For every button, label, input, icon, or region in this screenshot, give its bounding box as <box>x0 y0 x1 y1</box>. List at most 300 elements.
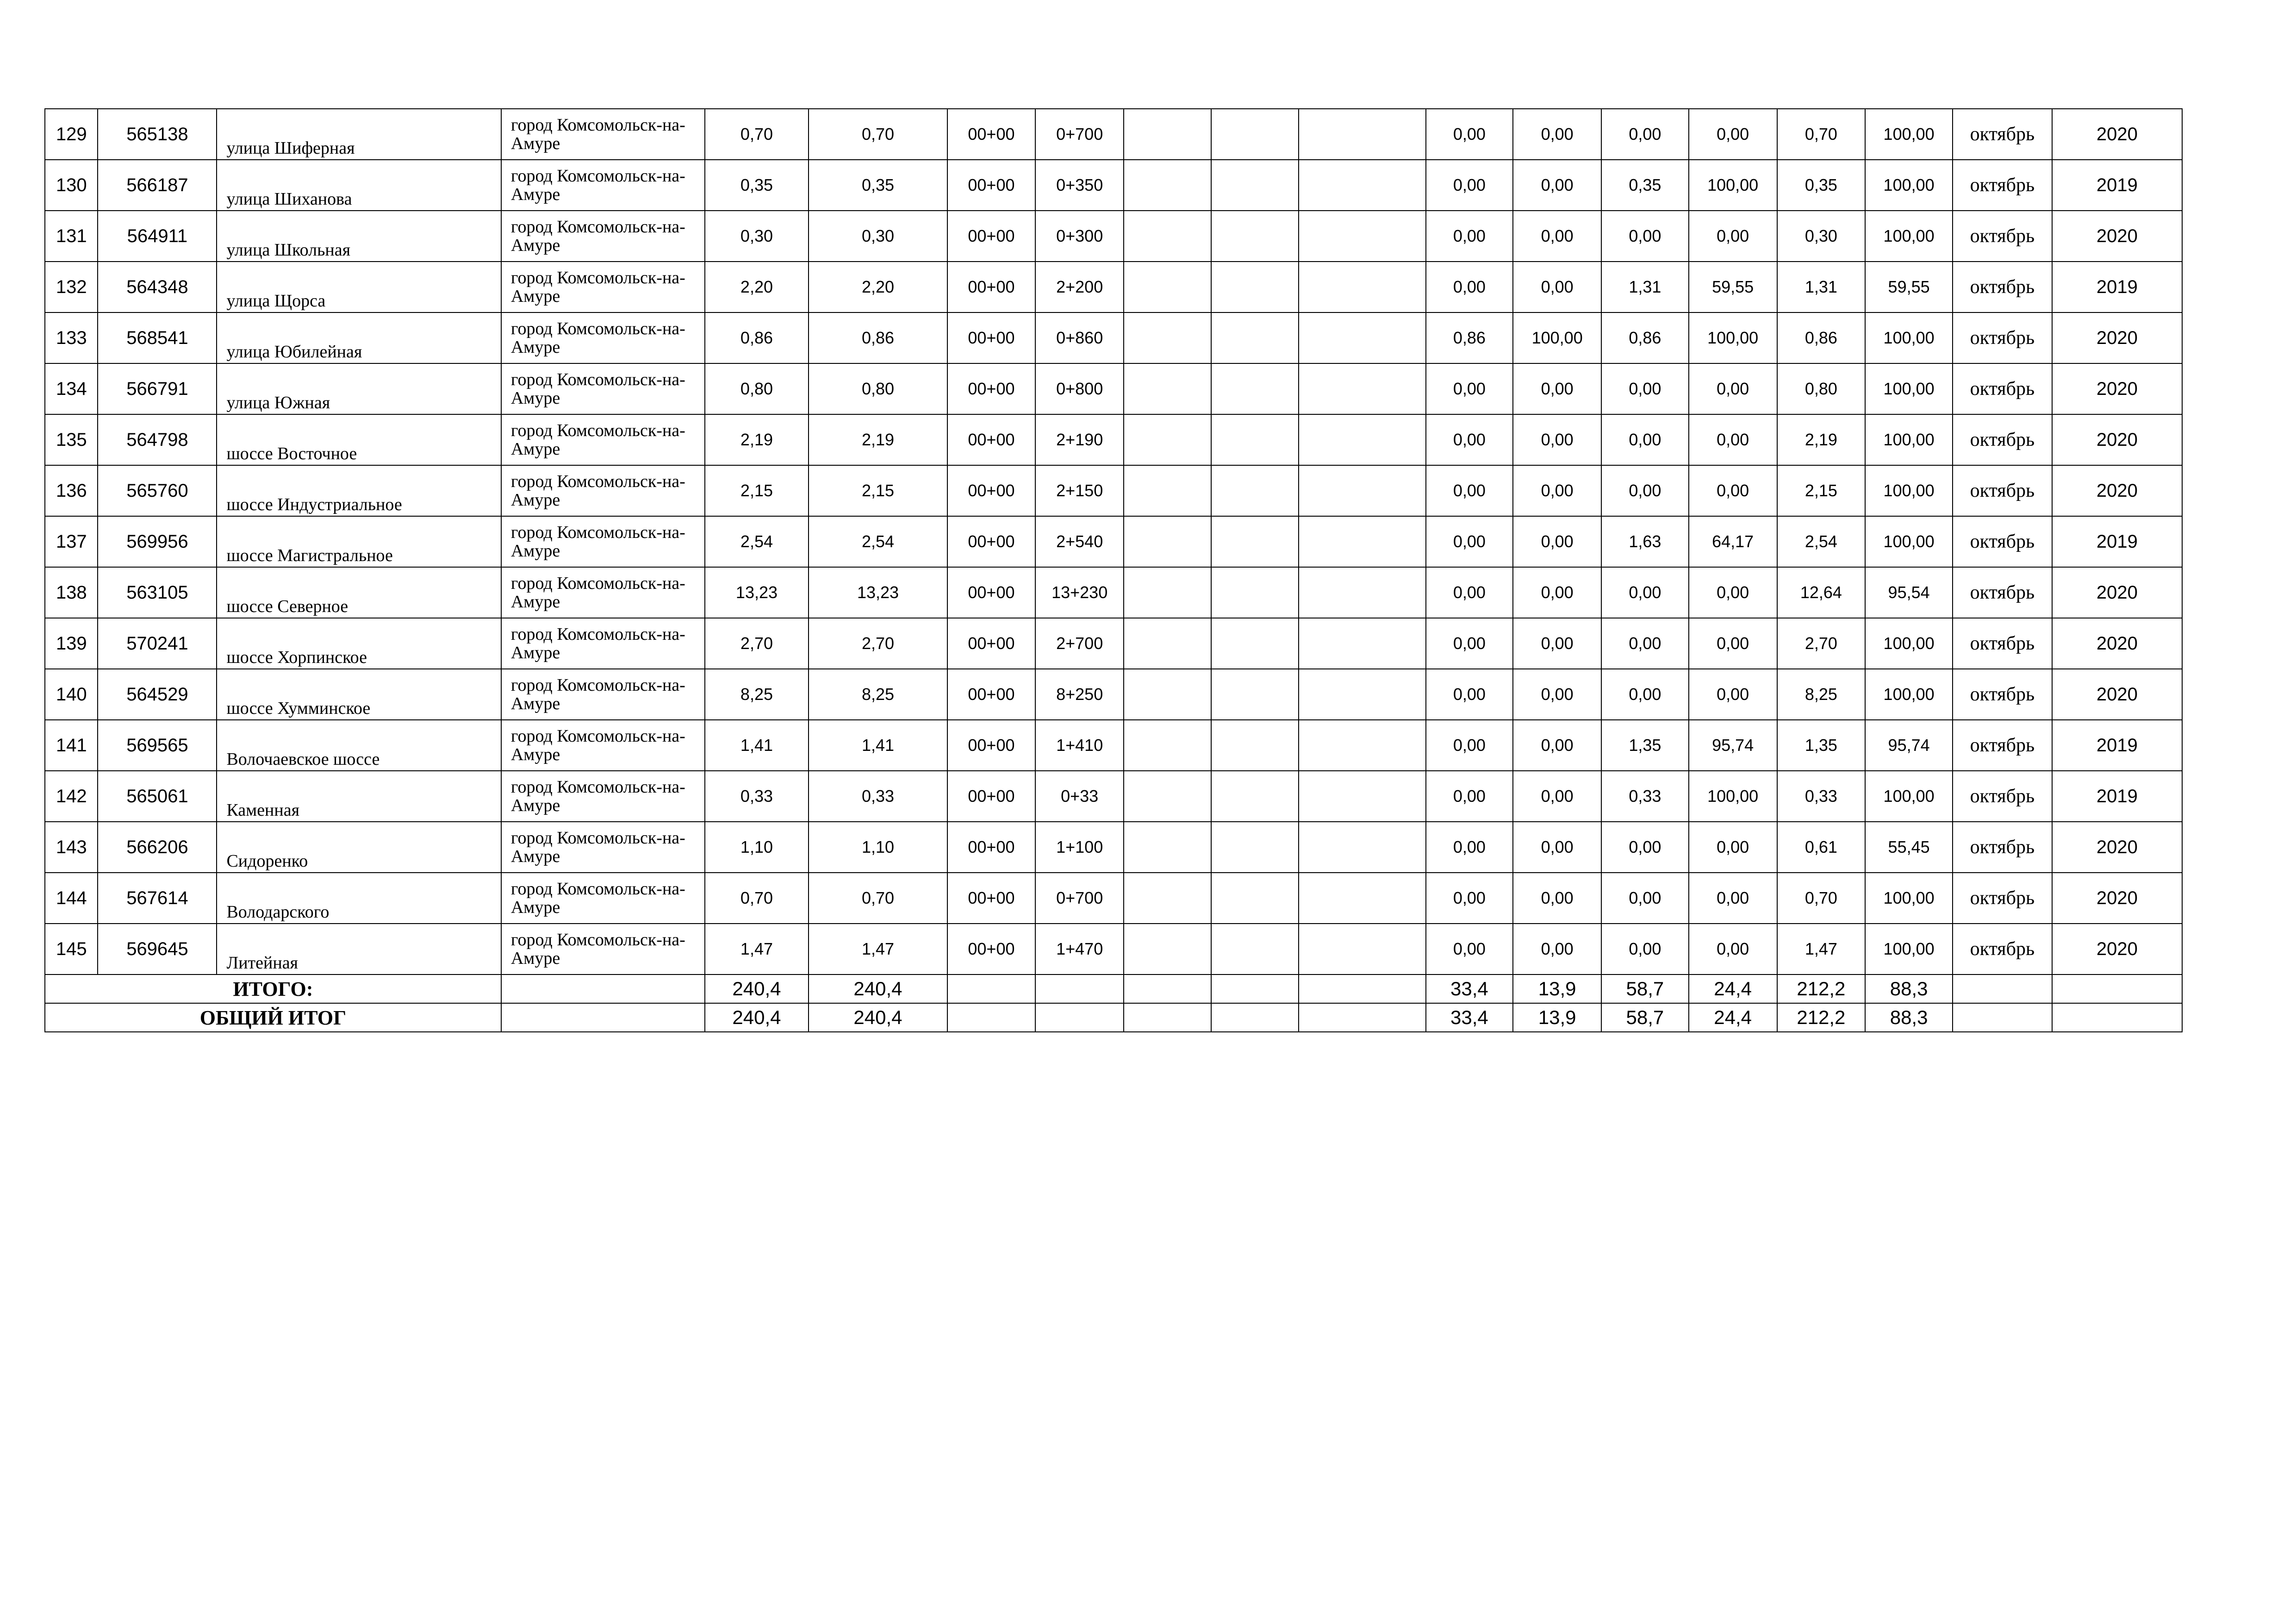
grand-totals-c6: 88,3 <box>1865 1003 1953 1032</box>
row-number: 144 <box>45 873 98 924</box>
empty-cell <box>947 974 1036 1003</box>
table-row <box>45 567 2182 618</box>
value-c6: 59,55 <box>1865 262 1953 312</box>
empty-cell <box>1124 669 1211 720</box>
street-name: улица Школьная <box>217 211 501 262</box>
city-name: город Комсомольск-на-Амуре <box>501 211 705 262</box>
value-c2: 0,00 <box>1513 109 1601 160</box>
value-c5: 0,35 <box>1777 160 1866 211</box>
value-c6: 100,00 <box>1865 669 1953 720</box>
city-name: город Комсомольск-на-Амуре <box>501 465 705 516</box>
table-row <box>45 618 2182 669</box>
city-name: город Комсомольск-на-Амуре <box>501 414 705 465</box>
value-c3: 0,00 <box>1601 567 1689 618</box>
row-number: 135 <box>45 414 98 465</box>
value-c5: 2,70 <box>1777 618 1866 669</box>
year: 2020 <box>2052 567 2182 618</box>
value-c6: 100,00 <box>1865 516 1953 567</box>
street-name: улица Шиханова <box>217 160 501 211</box>
empty-cell <box>1299 414 1426 465</box>
city-name: город Комсомольск-на-Амуре <box>501 669 705 720</box>
street-name: шоссе Хумминское <box>217 669 501 720</box>
empty-cell <box>1124 363 1211 414</box>
table-row <box>45 873 2182 924</box>
street-name: улица Щорса <box>217 262 501 312</box>
value-c1: 0,00 <box>1426 924 1513 974</box>
street-name: улица Южная <box>217 363 501 414</box>
month: октябрь <box>1953 822 2052 873</box>
month: октябрь <box>1953 771 2052 822</box>
value-c2: 0,00 <box>1513 414 1601 465</box>
value-c5: 2,19 <box>1777 414 1866 465</box>
value-c1: 0,00 <box>1426 567 1513 618</box>
length-municipal: 2,20 <box>809 262 947 312</box>
value-c3: 1,63 <box>1601 516 1689 567</box>
value-c2: 0,00 <box>1513 618 1601 669</box>
row-number: 138 <box>45 567 98 618</box>
end-km: 0+300 <box>1035 211 1124 262</box>
empty-cell <box>1299 771 1426 822</box>
empty-cell <box>1299 262 1426 312</box>
length-municipal: 2,54 <box>809 516 947 567</box>
value-c1: 0,00 <box>1426 618 1513 669</box>
row-number: 142 <box>45 771 98 822</box>
empty-cell <box>1211 465 1299 516</box>
value-c5: 0,86 <box>1777 312 1866 363</box>
table-row <box>45 669 2182 720</box>
value-c4: 0,00 <box>1689 822 1777 873</box>
value-c1: 0,00 <box>1426 160 1513 211</box>
empty-cell <box>1299 465 1426 516</box>
empty-cell <box>2052 974 2182 1003</box>
empty-cell <box>1211 974 1299 1003</box>
month: октябрь <box>1953 567 2052 618</box>
year: 2020 <box>2052 618 2182 669</box>
value-c6: 95,74 <box>1865 720 1953 771</box>
road-code: 566206 <box>98 822 217 873</box>
value-c6: 100,00 <box>1865 465 1953 516</box>
grand-totals-label: ОБЩИЙ ИТОГ <box>45 1003 501 1032</box>
street-name: Литейная <box>217 924 501 974</box>
road-code: 567614 <box>98 873 217 924</box>
road-code: 563105 <box>98 567 217 618</box>
value-c6: 100,00 <box>1865 924 1953 974</box>
start-km: 00+00 <box>947 312 1036 363</box>
end-km: 0+860 <box>1035 312 1124 363</box>
value-c1: 0,00 <box>1426 873 1513 924</box>
street-name: шоссе Хорпинское <box>217 618 501 669</box>
empty-cell <box>1211 363 1299 414</box>
start-km: 00+00 <box>947 669 1036 720</box>
value-c1: 0,00 <box>1426 771 1513 822</box>
length-total: 0,80 <box>705 363 809 414</box>
row-number: 132 <box>45 262 98 312</box>
value-c6: 55,45 <box>1865 822 1953 873</box>
value-c2: 0,00 <box>1513 873 1601 924</box>
value-c4: 0,00 <box>1689 669 1777 720</box>
length-municipal: 0,80 <box>809 363 947 414</box>
row-number: 141 <box>45 720 98 771</box>
end-km: 0+700 <box>1035 109 1124 160</box>
empty-cell <box>1124 1003 1211 1032</box>
table-row <box>45 312 2182 363</box>
value-c6: 100,00 <box>1865 363 1953 414</box>
totals-c5: 212,2 <box>1777 974 1866 1003</box>
year: 2020 <box>2052 363 2182 414</box>
city-name: город Комсомольск-на-Амуре <box>501 720 705 771</box>
value-c5: 0,30 <box>1777 211 1866 262</box>
table-row <box>45 109 2182 160</box>
empty-cell <box>501 1003 705 1032</box>
start-km: 00+00 <box>947 465 1036 516</box>
road-code: 569645 <box>98 924 217 974</box>
year: 2020 <box>2052 109 2182 160</box>
grand-totals-c3: 58,7 <box>1601 1003 1689 1032</box>
empty-cell <box>1124 567 1211 618</box>
length-total: 13,23 <box>705 567 809 618</box>
empty-cell <box>1124 974 1211 1003</box>
street-name: улица Юбилейная <box>217 312 501 363</box>
value-c5: 0,70 <box>1777 873 1866 924</box>
length-municipal: 1,47 <box>809 924 947 974</box>
value-c3: 1,31 <box>1601 262 1689 312</box>
empty-cell <box>1124 516 1211 567</box>
table-row <box>45 414 2182 465</box>
value-c6: 95,54 <box>1865 567 1953 618</box>
value-c5: 1,31 <box>1777 262 1866 312</box>
table-row <box>45 363 2182 414</box>
value-c1: 0,00 <box>1426 262 1513 312</box>
street-name: улица Шиферная <box>217 109 501 160</box>
end-km: 8+250 <box>1035 669 1124 720</box>
empty-cell <box>1211 720 1299 771</box>
row-number: 129 <box>45 109 98 160</box>
empty-cell <box>1299 516 1426 567</box>
row-number: 134 <box>45 363 98 414</box>
city-name: город Комсомольск-на-Амуре <box>501 924 705 974</box>
value-c1: 0,00 <box>1426 414 1513 465</box>
road-code: 565061 <box>98 771 217 822</box>
road-code: 565760 <box>98 465 217 516</box>
value-c3: 1,35 <box>1601 720 1689 771</box>
totals-c2: 13,9 <box>1513 974 1601 1003</box>
empty-cell <box>1299 109 1426 160</box>
road-code: 564348 <box>98 262 217 312</box>
value-c4: 64,17 <box>1689 516 1777 567</box>
row-number: 137 <box>45 516 98 567</box>
empty-cell <box>1124 924 1211 974</box>
length-municipal: 0,70 <box>809 873 947 924</box>
grand-totals-c4: 24,4 <box>1689 1003 1777 1032</box>
start-km: 00+00 <box>947 516 1036 567</box>
end-km: 2+200 <box>1035 262 1124 312</box>
road-code: 568541 <box>98 312 217 363</box>
value-c2: 0,00 <box>1513 822 1601 873</box>
value-c5: 0,70 <box>1777 109 1866 160</box>
empty-cell <box>1299 720 1426 771</box>
value-c6: 100,00 <box>1865 771 1953 822</box>
length-total: 2,70 <box>705 618 809 669</box>
value-c2: 0,00 <box>1513 465 1601 516</box>
value-c4: 0,00 <box>1689 618 1777 669</box>
value-c4: 0,00 <box>1689 211 1777 262</box>
value-c5: 12,64 <box>1777 567 1866 618</box>
empty-cell <box>1124 465 1211 516</box>
value-c3: 0,00 <box>1601 211 1689 262</box>
value-c3: 0,00 <box>1601 465 1689 516</box>
value-c2: 0,00 <box>1513 669 1601 720</box>
value-c2: 0,00 <box>1513 720 1601 771</box>
year: 2019 <box>2052 262 2182 312</box>
empty-cell <box>1211 160 1299 211</box>
value-c1: 0,00 <box>1426 109 1513 160</box>
empty-cell <box>1124 109 1211 160</box>
value-c3: 0,35 <box>1601 160 1689 211</box>
value-c3: 0,00 <box>1601 669 1689 720</box>
empty-cell <box>1211 109 1299 160</box>
road-code: 564529 <box>98 669 217 720</box>
street-name: шоссе Восточное <box>217 414 501 465</box>
length-municipal: 0,70 <box>809 109 947 160</box>
empty-cell <box>1299 363 1426 414</box>
start-km: 00+00 <box>947 720 1036 771</box>
empty-cell <box>1211 873 1299 924</box>
year: 2020 <box>2052 924 2182 974</box>
year: 2019 <box>2052 720 2182 771</box>
value-c3: 0,33 <box>1601 771 1689 822</box>
empty-cell <box>1211 262 1299 312</box>
value-c4: 100,00 <box>1689 771 1777 822</box>
road-code: 564911 <box>98 211 217 262</box>
empty-cell <box>1299 924 1426 974</box>
value-c4: 59,55 <box>1689 262 1777 312</box>
totals-label: ИТОГО: <box>45 974 501 1003</box>
empty-cell <box>1124 618 1211 669</box>
empty-cell <box>1124 873 1211 924</box>
length-municipal: 0,35 <box>809 160 947 211</box>
length-total: 1,41 <box>705 720 809 771</box>
empty-cell <box>1299 567 1426 618</box>
end-km: 1+410 <box>1035 720 1124 771</box>
empty-cell <box>1953 1003 2052 1032</box>
year: 2019 <box>2052 516 2182 567</box>
empty-cell <box>1299 873 1426 924</box>
empty-cell <box>1211 211 1299 262</box>
table-row <box>45 924 2182 974</box>
city-name: город Комсомольск-на-Амуре <box>501 312 705 363</box>
empty-cell <box>2052 1003 2182 1032</box>
table-row <box>45 822 2182 873</box>
value-c4: 0,00 <box>1689 465 1777 516</box>
value-c3: 0,00 <box>1601 618 1689 669</box>
empty-cell <box>1124 771 1211 822</box>
value-c2: 0,00 <box>1513 160 1601 211</box>
year: 2020 <box>2052 822 2182 873</box>
length-total: 1,47 <box>705 924 809 974</box>
length-total: 1,10 <box>705 822 809 873</box>
totals-length-2: 240,4 <box>809 974 947 1003</box>
totals-row <box>45 974 2182 1003</box>
length-total: 8,25 <box>705 669 809 720</box>
month: октябрь <box>1953 363 2052 414</box>
start-km: 00+00 <box>947 262 1036 312</box>
value-c6: 100,00 <box>1865 414 1953 465</box>
empty-cell <box>1299 211 1426 262</box>
value-c1: 0,00 <box>1426 516 1513 567</box>
value-c2: 0,00 <box>1513 516 1601 567</box>
empty-cell <box>1211 924 1299 974</box>
start-km: 00+00 <box>947 822 1036 873</box>
length-total: 2,19 <box>705 414 809 465</box>
year: 2019 <box>2052 771 2182 822</box>
grand-totals-length-1: 240,4 <box>705 1003 809 1032</box>
year: 2020 <box>2052 312 2182 363</box>
grand-totals-c5: 212,2 <box>1777 1003 1866 1032</box>
street-name: Каменная <box>217 771 501 822</box>
start-km: 00+00 <box>947 873 1036 924</box>
value-c1: 0,00 <box>1426 822 1513 873</box>
length-municipal: 2,15 <box>809 465 947 516</box>
grand-totals-c1: 33,4 <box>1426 1003 1513 1032</box>
end-km: 2+190 <box>1035 414 1124 465</box>
row-number: 140 <box>45 669 98 720</box>
empty-cell <box>1124 822 1211 873</box>
empty-cell <box>1211 567 1299 618</box>
length-municipal: 8,25 <box>809 669 947 720</box>
street-name: Волочаевское шоссе <box>217 720 501 771</box>
road-code: 565138 <box>98 109 217 160</box>
empty-cell <box>1035 1003 1124 1032</box>
totals-c3: 58,7 <box>1601 974 1689 1003</box>
empty-cell <box>1124 720 1211 771</box>
empty-cell <box>1211 618 1299 669</box>
length-total: 0,35 <box>705 160 809 211</box>
length-total: 2,15 <box>705 465 809 516</box>
empty-cell <box>1211 312 1299 363</box>
value-c1: 0,86 <box>1426 312 1513 363</box>
row-number: 139 <box>45 618 98 669</box>
street-name: Сидоренко <box>217 822 501 873</box>
table-row <box>45 160 2182 211</box>
length-municipal: 0,33 <box>809 771 947 822</box>
end-km: 0+33 <box>1035 771 1124 822</box>
month: октябрь <box>1953 924 2052 974</box>
value-c5: 2,15 <box>1777 465 1866 516</box>
table-row <box>45 211 2182 262</box>
road-code: 569565 <box>98 720 217 771</box>
length-total: 0,33 <box>705 771 809 822</box>
value-c5: 2,54 <box>1777 516 1866 567</box>
length-total: 0,70 <box>705 873 809 924</box>
value-c1: 0,00 <box>1426 720 1513 771</box>
table-row <box>45 465 2182 516</box>
empty-cell <box>1124 414 1211 465</box>
month: октябрь <box>1953 211 2052 262</box>
month: октябрь <box>1953 516 2052 567</box>
empty-cell <box>1124 160 1211 211</box>
value-c6: 100,00 <box>1865 109 1953 160</box>
value-c2: 0,00 <box>1513 567 1601 618</box>
city-name: город Комсомольск-на-Амуре <box>501 363 705 414</box>
month: октябрь <box>1953 109 2052 160</box>
road-code: 566187 <box>98 160 217 211</box>
street-name: Володарского <box>217 873 501 924</box>
empty-cell <box>1211 516 1299 567</box>
end-km: 2+700 <box>1035 618 1124 669</box>
empty-cell <box>1299 1003 1426 1032</box>
value-c3: 0,86 <box>1601 312 1689 363</box>
city-name: город Комсомольск-на-Амуре <box>501 822 705 873</box>
end-km: 0+700 <box>1035 873 1124 924</box>
road-code: 570241 <box>98 618 217 669</box>
empty-cell <box>1211 822 1299 873</box>
end-km: 2+150 <box>1035 465 1124 516</box>
empty-cell <box>1211 1003 1299 1032</box>
year: 2020 <box>2052 211 2182 262</box>
empty-cell <box>1953 974 2052 1003</box>
road-code: 566791 <box>98 363 217 414</box>
empty-cell <box>1299 160 1426 211</box>
value-c3: 0,00 <box>1601 363 1689 414</box>
empty-cell <box>1299 974 1426 1003</box>
end-km: 13+230 <box>1035 567 1124 618</box>
value-c3: 0,00 <box>1601 822 1689 873</box>
length-total: 0,86 <box>705 312 809 363</box>
city-name: город Комсомольск-на-Амуре <box>501 262 705 312</box>
table-row <box>45 516 2182 567</box>
totals-c4: 24,4 <box>1689 974 1777 1003</box>
empty-cell <box>1299 618 1426 669</box>
table-row <box>45 720 2182 771</box>
length-total: 2,54 <box>705 516 809 567</box>
city-name: город Комсомольск-на-Амуре <box>501 109 705 160</box>
length-municipal: 13,23 <box>809 567 947 618</box>
value-c1: 0,00 <box>1426 669 1513 720</box>
value-c4: 95,74 <box>1689 720 1777 771</box>
start-km: 00+00 <box>947 924 1036 974</box>
year: 2019 <box>2052 160 2182 211</box>
month: октябрь <box>1953 160 2052 211</box>
row-number: 130 <box>45 160 98 211</box>
month: октябрь <box>1953 414 2052 465</box>
length-municipal: 2,70 <box>809 618 947 669</box>
value-c4: 0,00 <box>1689 567 1777 618</box>
road-code: 564798 <box>98 414 217 465</box>
start-km: 00+00 <box>947 363 1036 414</box>
value-c4: 100,00 <box>1689 160 1777 211</box>
empty-cell <box>501 974 705 1003</box>
row-number: 133 <box>45 312 98 363</box>
length-total: 0,30 <box>705 211 809 262</box>
value-c4: 0,00 <box>1689 109 1777 160</box>
street-name: шоссе Северное <box>217 567 501 618</box>
city-name: город Комсомольск-на-Амуре <box>501 771 705 822</box>
row-number: 145 <box>45 924 98 974</box>
year: 2020 <box>2052 465 2182 516</box>
value-c1: 0,00 <box>1426 465 1513 516</box>
value-c6: 100,00 <box>1865 873 1953 924</box>
value-c4: 0,00 <box>1689 414 1777 465</box>
length-municipal: 0,30 <box>809 211 947 262</box>
year: 2020 <box>2052 669 2182 720</box>
city-name: город Комсомольск-на-Амуре <box>501 618 705 669</box>
empty-cell <box>1211 414 1299 465</box>
value-c1: 0,00 <box>1426 211 1513 262</box>
value-c4: 0,00 <box>1689 363 1777 414</box>
value-c6: 100,00 <box>1865 211 1953 262</box>
value-c2: 0,00 <box>1513 363 1601 414</box>
row-number: 136 <box>45 465 98 516</box>
